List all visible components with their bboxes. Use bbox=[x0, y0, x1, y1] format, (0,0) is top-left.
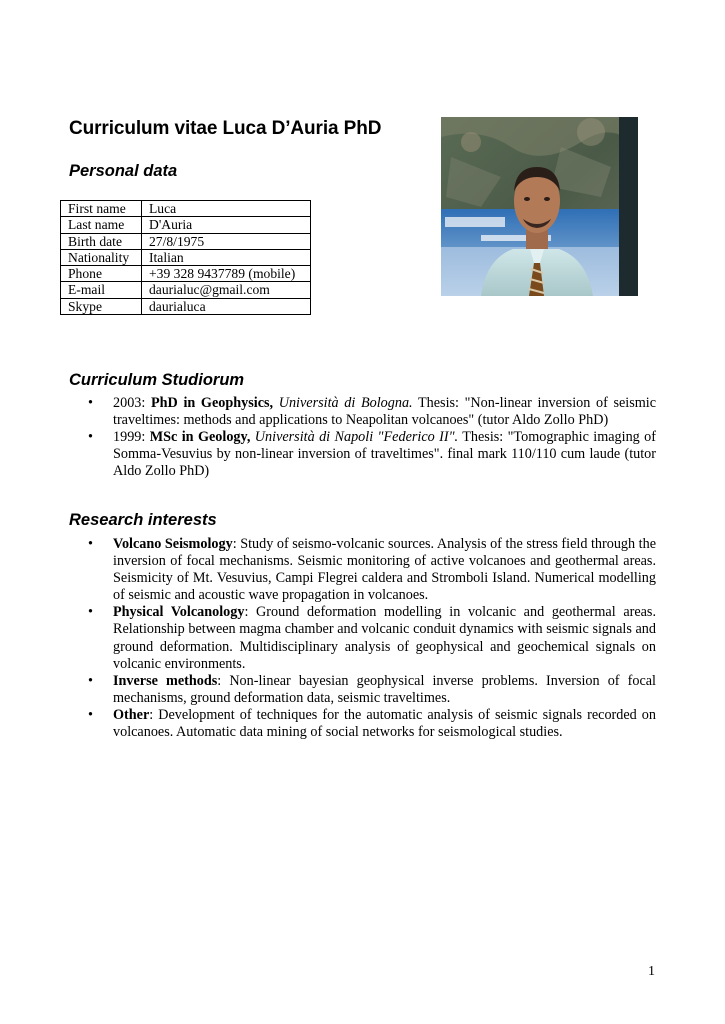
topic: Physical Volcanology bbox=[113, 604, 245, 621]
phone-value: +39 328 9437789 (mobile) bbox=[142, 266, 311, 282]
description: Thesis: "Non-linear inversion of seismic traveltimes: methods and applications to Neapolitan volcanoes" (tutor Aldo Zollo PhD) bbox=[113, 395, 657, 429]
table-row bbox=[61, 249, 311, 265]
birth-date-label: Birth date bbox=[61, 233, 142, 249]
list-item bbox=[88, 707, 656, 741]
bullet: • bbox=[88, 672, 93, 689]
list-item bbox=[88, 395, 656, 429]
nationality-label: Nationality bbox=[61, 249, 142, 265]
profile-photo-illustration bbox=[441, 117, 638, 296]
topic: Volcano Seismology bbox=[113, 536, 233, 552]
table-row bbox=[61, 201, 311, 217]
degree: MSc in Geology, bbox=[149, 429, 251, 446]
list-item bbox=[88, 673, 656, 707]
skype-value: daurialuca bbox=[142, 298, 311, 314]
topic: Inverse methods bbox=[113, 672, 218, 689]
table-row bbox=[61, 298, 311, 314]
bullet: • bbox=[88, 706, 93, 723]
page-number: 1 bbox=[648, 964, 655, 979]
list-item bbox=[88, 536, 656, 604]
list-item bbox=[88, 604, 656, 672]
curriculum-studiorum-heading: Curriculum Studiorum bbox=[69, 371, 245, 389]
description: : Development of techniques for the automatic analysis of seismic signals recorded on volcanoes. Automatic data mining of social networks for seismological studies. bbox=[113, 706, 656, 741]
description: : Non-linear bayesian geophysical inverse problems. Inversion of focal mechanisms, ground deformation data, seismic traveltimes. bbox=[113, 672, 656, 706]
year: 2003: bbox=[113, 395, 151, 411]
institution: Università di Napoli "Federico II". bbox=[254, 429, 459, 446]
first-name-label: First name bbox=[61, 201, 142, 217]
phone-label: Phone bbox=[61, 266, 142, 282]
personal-data-heading: Personal data bbox=[69, 162, 178, 180]
birth-date-value: 27/8/1975 bbox=[142, 233, 311, 249]
description: : Ground deformation modelling in volcanic and geothermal areas. Relationship between magma chamber and volcanic conduit dynamics with seismic signals and ground deformation. Multidisciplinary analysis of geophysical and geochemical signals on volcanic environments. bbox=[113, 604, 657, 672]
description: Thesis: "Tomographic imaging of Somma-Vesuvius by non-linear inversion of traveltimes". final mark 110/110 cum laude (tutor Aldo Zollo PhD) bbox=[113, 429, 656, 480]
table-row bbox=[61, 233, 311, 249]
bullet: • bbox=[88, 604, 93, 621]
personal-data-table bbox=[60, 200, 311, 315]
email-value: daurialuc@gmail.com bbox=[142, 282, 311, 298]
nationality-value: Italian bbox=[142, 249, 311, 265]
table-row bbox=[61, 282, 311, 298]
page-title: Curriculum vitae Luca D’Auria PhD bbox=[69, 118, 382, 139]
email-label: E-mail bbox=[61, 282, 142, 298]
bullet: • bbox=[88, 429, 93, 446]
bullet: • bbox=[88, 395, 93, 411]
studiorum-list bbox=[88, 395, 656, 480]
table-row bbox=[61, 266, 311, 282]
year: 1999: bbox=[113, 429, 150, 446]
table-row bbox=[61, 217, 311, 233]
topic: Other bbox=[113, 706, 150, 723]
skype-label: Skype bbox=[61, 298, 142, 314]
research-list bbox=[88, 536, 656, 741]
institution: Università di Bologna. bbox=[278, 395, 413, 411]
last-name-value: D'Auria bbox=[142, 217, 311, 233]
last-name-label: Last name bbox=[61, 217, 142, 233]
degree: PhD in Geophysics, bbox=[150, 395, 274, 411]
profile-photo bbox=[441, 117, 638, 296]
description: : Study of seismo-volcanic sources. Analysis of the stress field through the inversion of focal mechanisms. Seismic monitoring of active volcanoes and geothermal areas. Seismicity of Mt. Vesuvius, Campi Flegrei caldera and Stromboli Island. Numerical modelling of seismic and acoustic wave propagation in volcanoes. bbox=[113, 536, 656, 604]
first-name-value: Luca bbox=[142, 201, 311, 217]
bullet: • bbox=[88, 536, 93, 552]
research-interests-heading: Research interests bbox=[69, 511, 217, 529]
list-item bbox=[88, 429, 656, 480]
